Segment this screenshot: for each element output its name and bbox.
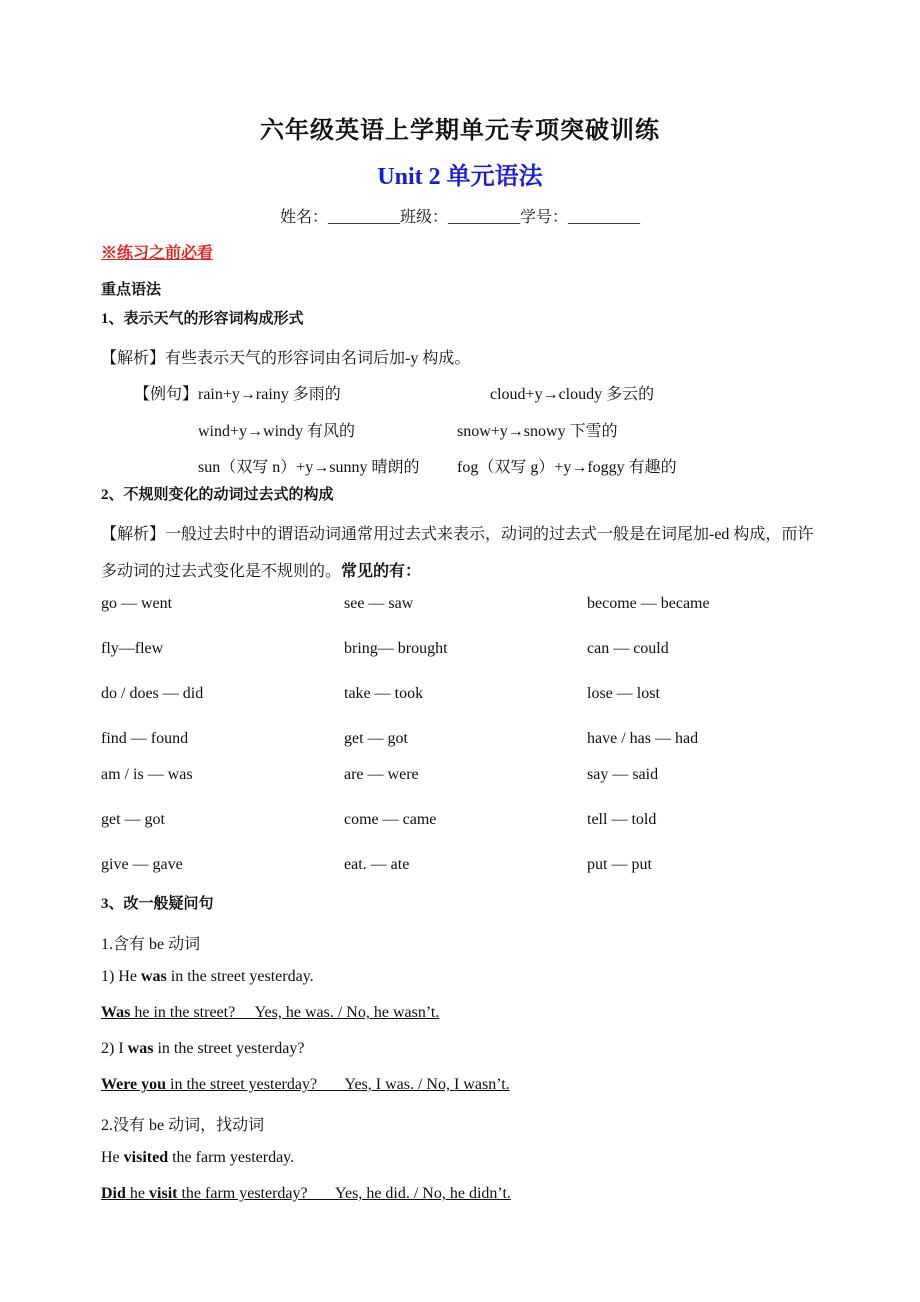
answer-sentence-2: Were you in the street yesterday? Yes, I was. / No, I wasn’t. [101,1076,510,1093]
key-grammar-heading: 重点语法 [101,282,162,298]
example-windy: wind+y→windy 有风的 [198,423,356,440]
section2-analysis-line1: 【解析】一般过去时中的谓语动词通常用过去式来表示，动词的过去式一般是在词尾加-ed 构成，而许 [101,526,814,543]
verb-pair: say — said [587,766,659,783]
verb-pair: get — got [101,811,165,828]
verb-pair: fly—flew [101,640,164,657]
verb-pair: put — put [587,856,652,873]
verb-pair: find — found [101,730,189,747]
example-label: 【例句】 [134,386,199,403]
verb-pair: go — went [101,595,173,612]
verb-pair: tell — told [587,811,657,828]
answer-sentence-3: Did he visit the farm yesterday? Yes, he did. / No, he didn’t. [101,1185,511,1202]
warning-note: ※练习之前必看 [101,245,214,262]
student-info-line: 姓名：_________班级：_________学号：_________ [279,209,640,226]
example-cloudy: cloud+y→cloudy 多云的 [490,386,655,403]
verb-pair: lose — lost [587,685,660,702]
section1-analysis: 【解析】有些表示天气的形容词由名词后加-y 构成。 [101,350,471,367]
page-title: 六年级英语上学期单元专项突破训练 [260,118,660,144]
answer-sentence-1: Was he in the street? Yes, he was. / No, he wasn’t. [101,1004,440,1021]
verb-pair: can — could [587,640,669,657]
verb-pair: get — got [344,730,408,747]
section3-sub1: 1.含有 be 动词 [101,936,201,953]
section2-analysis-line2: 多动词的过去式变化是不规则的。常见的有： [101,563,422,580]
example-sentence-2: 2) I was in the street yesterday? [101,1040,305,1057]
example-sunny: sun（双写 n）+y→sunny 晴朗的 [198,459,420,476]
verb-pair: are — were [344,766,419,783]
verb-pair: take — took [344,685,424,702]
section1-heading: 1、表示天气的形容词构成形式 [101,311,304,327]
verb-pair: bring— brought [344,640,448,657]
verb-pair: come — came [344,811,437,828]
verb-pair: give — gave [101,856,183,873]
verb-pair: have / has — had [587,730,699,747]
example-sentence-3: He visited the farm yesterday. [101,1149,295,1166]
verb-pair: become — became [587,595,710,612]
verb-pair: eat. — ate [344,856,410,873]
verb-pair: am / is — was [101,766,193,783]
example-rainy: rain+y→rainy 多雨的 [198,386,341,403]
verb-pair: see — saw [344,595,414,612]
example-foggy: fog（双写 g）+y→foggy 有趣的 [457,459,677,476]
verb-pair: do / does — did [101,685,204,702]
example-snowy: snow+y→snowy 下雪的 [457,423,618,440]
section3-heading: 3、改一般疑问句 [101,896,214,912]
example-sentence-1: 1) He was in the street yesterday. [101,968,314,985]
page-subtitle: Unit 2 单元语法 [377,164,543,190]
section2-heading: 2、不规则变化的动词过去式的构成 [101,487,334,503]
section3-sub2: 2.没有 be 动词，找动词 [101,1117,265,1134]
